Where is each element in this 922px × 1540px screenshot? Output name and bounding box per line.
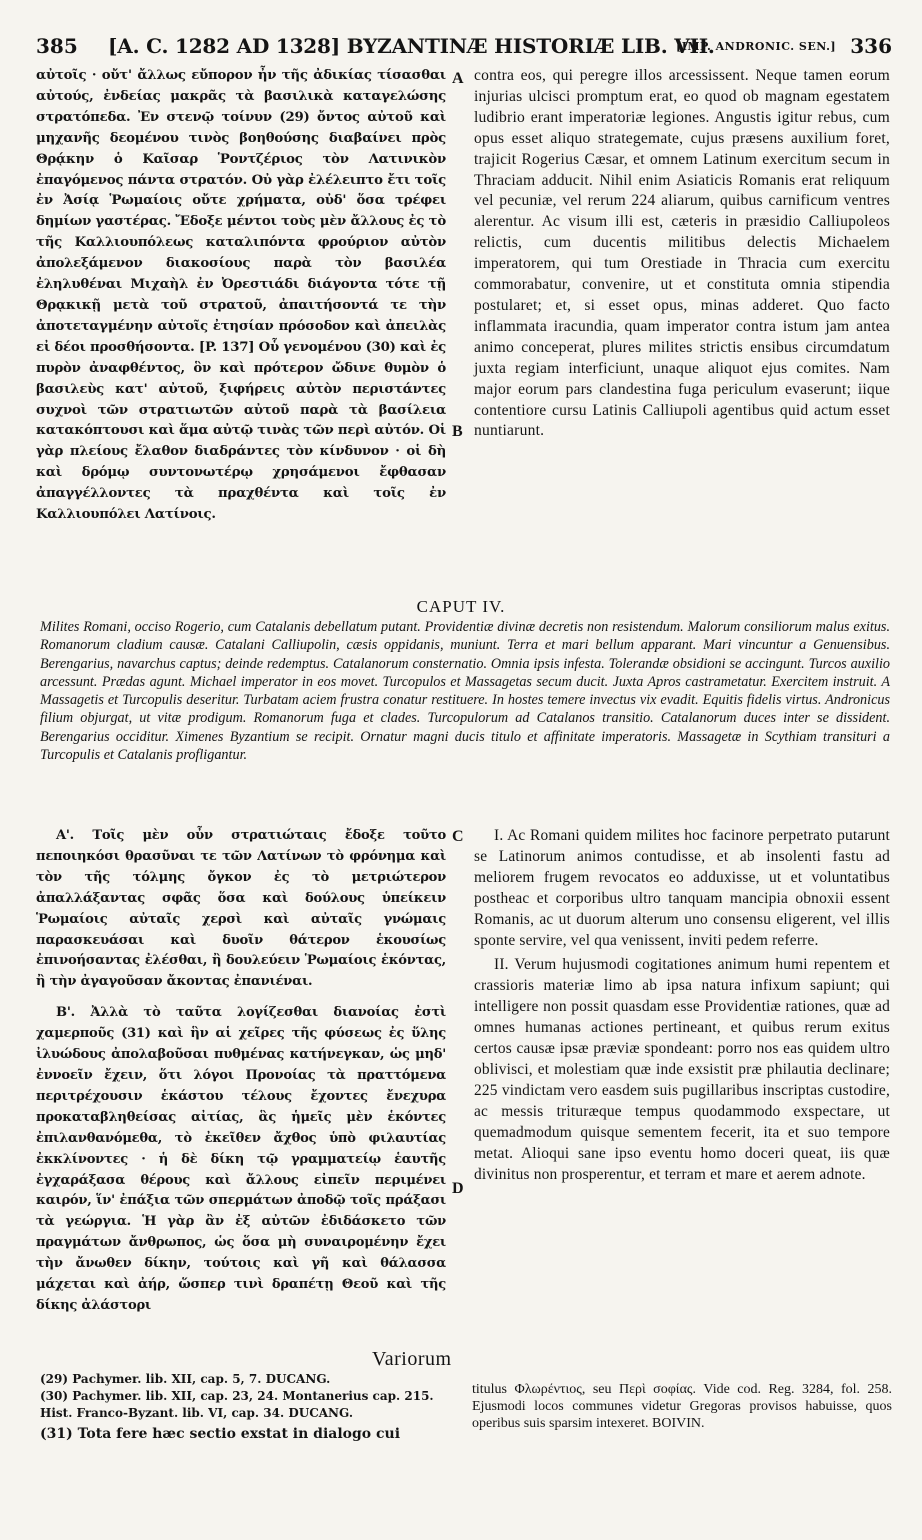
variorum-heading: Variorum bbox=[372, 1348, 452, 1370]
margin-marker-c: C bbox=[452, 828, 464, 845]
footnote-29: (29) Pachymer. lib. XII, cap. 5, 7. DUCANG. bbox=[40, 1372, 331, 1386]
section-beta-greek: Β'. Ἀλλὰ τὸ ταῦτα λογίζεσθαι διανοίας ἐστὶ χαμερποῦς (31) καὶ ἣν αἱ χεῖρες τῆς φύσεως ἐς ὕλης ἰλυώδους ἀπολαβοῦσαι πυθμένας κατήνεγκαν, ὡς μηδ' ἐννοεῖν ἔχειν, ὅτι λόγοι Προνοίας τὰ πραττόμενα περιτρέχουσιν ἑκάστου τέλους ἔχοντες ἔνεχυρα προκαταβληθείσας αἰτίας, ἃς ἡμεῖς μὲν ἑκόντες ἐπιλανθανόμεθα, τὸ ἐκεῖθεν ἄχθος ὑπὸ φιλαυτίας ἐκκλίνοντες · ἡ δὲ δίκη τῷ γραμματείῳ ἑαυτῆς ἐγχαράξασα θέρους καὶ ἄλλους εἰπεῖν περιμένει καιρόν, ἵν' ἐπάξια τῶν σπερμάτων ἀποδῷ τοῖς πράξασι τὰ γεώργια. Ἡ γὰρ ἂν ἐξ αὐτῶν ἐδιδάσκετο τῶν πραγμάτων ἄνθρωπος, ὡς ὅσα μὴ συναιρομένην ἔχει τὴν ἄνωθεν δίκην, τούτοις καὶ γῆ καὶ θάλασσα μάχεται καὶ ἀήρ, ὥσπερ τινὶ δραπέτῃ Θεοῦ καὶ τῆς δίκης ἀλάστορι bbox=[36, 1005, 446, 1313]
greek-paragraph: αὐτοῖς · οὔτ' ἄλλως εὔπορον ἦν τῆς ἀδικίας τίσασθαι αὐτούς, ἐνδείας μακρᾶς τὰ βασιλικὰ καταγελώσης στρατόπεδα. Ἐν στενῷ τοίνυν (29) ὄντος αὐτοῦ καὶ μηχανῆς δεομένου τινὸς βοηθούσης διαβαίνει πρὸς Θρᾴκην ὁ Καῖσαρ Ῥοντζέριος τὸν Λατινικὸν ἐπαγόμενος πάντα στρατόν. Οὐ γὰρ ἐλέλειπτο ἔτι τοῖς ἐν Ἀσίᾳ Ῥωμαίοις οὔτε χρήματα, οὐδ' ὅσα τρέφει δημίων γαστέρας. Ἔδοξε μέντοι τοὺς μὲν ἄλλους ἐς τὸ τῆς Καλλιουπόλεως καταλιπόντα φρούριον αὐτὸν ἀπολεξάμενον διακοσίους παρὰ τὸν βασιλέα ἐληλυθέναι Μιχαὴλ ἐν Ὀρεστιάδι διάγοντα τότε τῇ Θρᾳκικῇ μετὰ τοῦ στρατοῦ, ἀπαιτήσοντά τε τὴν ἀποτεταγμένην αὐτοῖς ἐτησίαν πρόσοδον καὶ ἀπειλὰς εἰ δέοι προσθήσοντα. [P. 137] Οὗ γενομένου (30) καὶ ἐς πυρὸν ἀναφθέντος, ὃν καὶ πρότερον ὤδινε θυμὸν ὁ βασιλεὺς κατ' αὐτοῦ, ξιφήρεις αὐτὸν περιστάντες συχνοὶ τῶν στρατιωτῶν αὐτοῦ παρὰ τὰ βασίλεια κατακόπτουσι καὶ ἅμα αὐτῷ τινὰς τῶν περὶ αὐτόν. Οἱ γὰρ πλείους ἔλαθον διαδράντες τὸν κίνδυνον · οἱ δὴ καὶ δρόμῳ συντονωτέρῳ χρησάμενοι ἔφθασαν ἀπαγγέλλοντες τὰ πραχθέντα καὶ τοῖς ἐν Καλλιουπόλει Λατίνοις. bbox=[36, 68, 446, 523]
margin-marker-a: A bbox=[452, 70, 464, 87]
header-title bbox=[108, 34, 715, 58]
chapter-title: CAPUT IV. bbox=[416, 597, 506, 616]
header-range: [A. C. 1282 AD 1328] bbox=[108, 34, 340, 58]
margin-marker-d: D bbox=[452, 1180, 464, 1197]
section-one-latin: I. Ac Romani quidem milites hoc facinore perpetrato putarunt se Latinorum animos contudisse, et ab insolenti fastu ad meliorem frugem revocatos eo adduxisse, ut et voluntatibus postheac et corporibus ultro tanquam mancipia obnoxii essent Romanis, ac ut duorum alterum uno consensu eligerent, vel illis sponte servire, vel qua venissent, inviti pedem referre. bbox=[474, 827, 890, 949]
section-alpha-greek: Α'. Τοῖς μὲν οὖν στρατιώταις ἔδοξε τοῦτο πεποιηκόσι θρασῦναι τε τῶν Λατίνων τὸ φρόνημα καὶ τὸν τῆς τόλμης ὄγκον ἐς τὸ μετριώτερον ἀπαλλάξαντας σφᾶς ὅσα καὶ δούλους ὑπείκειν Ῥωμαίοις αὐταῖς χερσὶ καὶ αὐταῖς γνώμαις παρασκευάσαι καὶ δυοῖν θάτερον ἑκουσίως ἐπινοήσαντας ἐλέσθαι, ἢ δουλεύειν Ῥωμαίοις ἑκόντας, ἢ τὴν ἀγαγοῦσαν ἄκοντας ἐπανιέναι. bbox=[36, 828, 446, 990]
footnotes-left bbox=[40, 1371, 442, 1443]
footnote-30: (30) Pachymer. lib. XII, cap. 23, 24. Montanerius cap. 215. Hist. Franco-Byzant. lib. VI, cap. 34. DUCANG. bbox=[40, 1389, 434, 1420]
section-two-latin: II. Verum hujusmodi cogitationes animum humi repentem et crassioris materiæ limo ab ipsa natura infixum sapiunt; qui intelligere non possit quasdam esse Providentiæ rationes, quæ ad omnes humanas actiones pertineant, et quibus rerum exitus certos causæ ipsæ præviæ spondeant: porro nos eas quidem ultro oblivisci, et molestiam quæ inde exsistit præ philautia declinare; 225 vindictam vero easdem suis pugillaribus inscriptas custodire, ac messis trituræque tempus quodammodo exspectare, ut quemadmodum quisque sementem fecerit, ita et suo tempore metat. Alioqui sane ipso eventu homo doceri queat, iis quæ divinitus non prosperentur, et terram et mare et aerem adnote. bbox=[474, 956, 890, 1183]
greek-column-top bbox=[36, 66, 446, 526]
latin-column-top bbox=[474, 66, 890, 442]
greek-column-bottom bbox=[36, 826, 446, 1317]
header-book-title: BYZANTINÆ HISTORIÆ LIB. VII. bbox=[346, 34, 715, 58]
page-number-left: 385 bbox=[36, 34, 78, 58]
header-emperor: [IMP. ANDRONIC. SEN.] bbox=[676, 40, 837, 53]
latin-paragraph: contra eos, qui peregre illos arcessissent. Neque tamen eorum injurias ulcisci promptum erat, eo quod ob magnam egestatem ludibrio erant imperatoriæ legiones. Angustis igitur rebus, cum opus esset aliquo strategemate, cujus præsens auxilium foret, trajicit Rogerius Cæsar, et omnem Latinum exercitum secum in Thraciam adducit. Nihil enim Asiaticis Romanis erat reliquum vel pecuniæ, vel rerum 224 aliarum, quibus carnificum ventres alerentur. Ac visum illi est, cæteris in præsidio Calliupoleos relictis, cum ducentis militibus delectis Michaelem imperatorem, qui tum Orestiade in Thracia cum exercitu commorabatur, convenire, ut et constituta omnia stipendia postularet; et, si esset opus, minas adderet. Quo facto inflammata iracundia, quam imperator contra istum jam antea animo conceperat, plures milites strictis ensibus circumdatum juxta regiam interficiunt, unaque aliquot ejus comites. Nam major eorum pars clandestina fuga periculum evaserunt; iique contentiore cursu Latinis Calliupoli agentibus quid actum esset nuntiarunt. bbox=[474, 67, 890, 440]
page-number-right: 336 bbox=[850, 34, 892, 58]
footnotes-right bbox=[472, 1381, 892, 1433]
chapter-summary: Milites Romani, occiso Rogerio, cum Catalanis debellatum putant. Providentiæ divinæ decretis non resistendum. Malorum consiliorum malus exitus. Romanorum cladium causæ. Catalani Calliupolin, cæsis oppidanis, muniunt. Terra et mari bellum apparant. Mari vincuntur a Genuensibus. Berengarius, navarchus captus; deinde redemptus. Catalanorum consternatio. Omnia ipsis infesta. Tolerandæ obsidioni se accingunt. Turcos auxilio arcessunt. Prædas agunt. Michael imperator in eos movet. Turcopulos et Massagetas secum ducit. Juxta Apros castrametatur. Exercitem instruit. A Massagetis et Turcopulis deseritur. Turbatam aciem frustra conatur restituere. In hostes temere invectus vix evadit. Equitis fidelis virtus. Andronicus filium objurgat, ut vitæ prodigum. Romanorum fuga et clades. Turcopulorum ad Catalanos transitio. Catalanorum duces inter se dissident. Berengarius occiditur. Ximenes Byzantium se recipit. Ornatur magni ducis titulo et affinitate imperatoris. Massagetæ in Scythiam transituri a Turcopulis et Catalanis profligantur. bbox=[40, 619, 890, 764]
latin-column-bottom bbox=[474, 826, 890, 1185]
footnote-continuation: titulus Φλωρέντιος, seu Περὶ σοφίας. Vide cod. Reg. 3284, fol. 258. Ejusmodi locos communes videtur Gregoras provisos habuisse, quos operibus suis sparsim intexeret. BOIVIN. bbox=[472, 1382, 892, 1432]
footnote-31: (31) Tota fere hæc sectio exstat in dialogo cui bbox=[40, 1426, 401, 1442]
running-header bbox=[36, 34, 892, 64]
margin-marker-b: B bbox=[452, 423, 463, 440]
